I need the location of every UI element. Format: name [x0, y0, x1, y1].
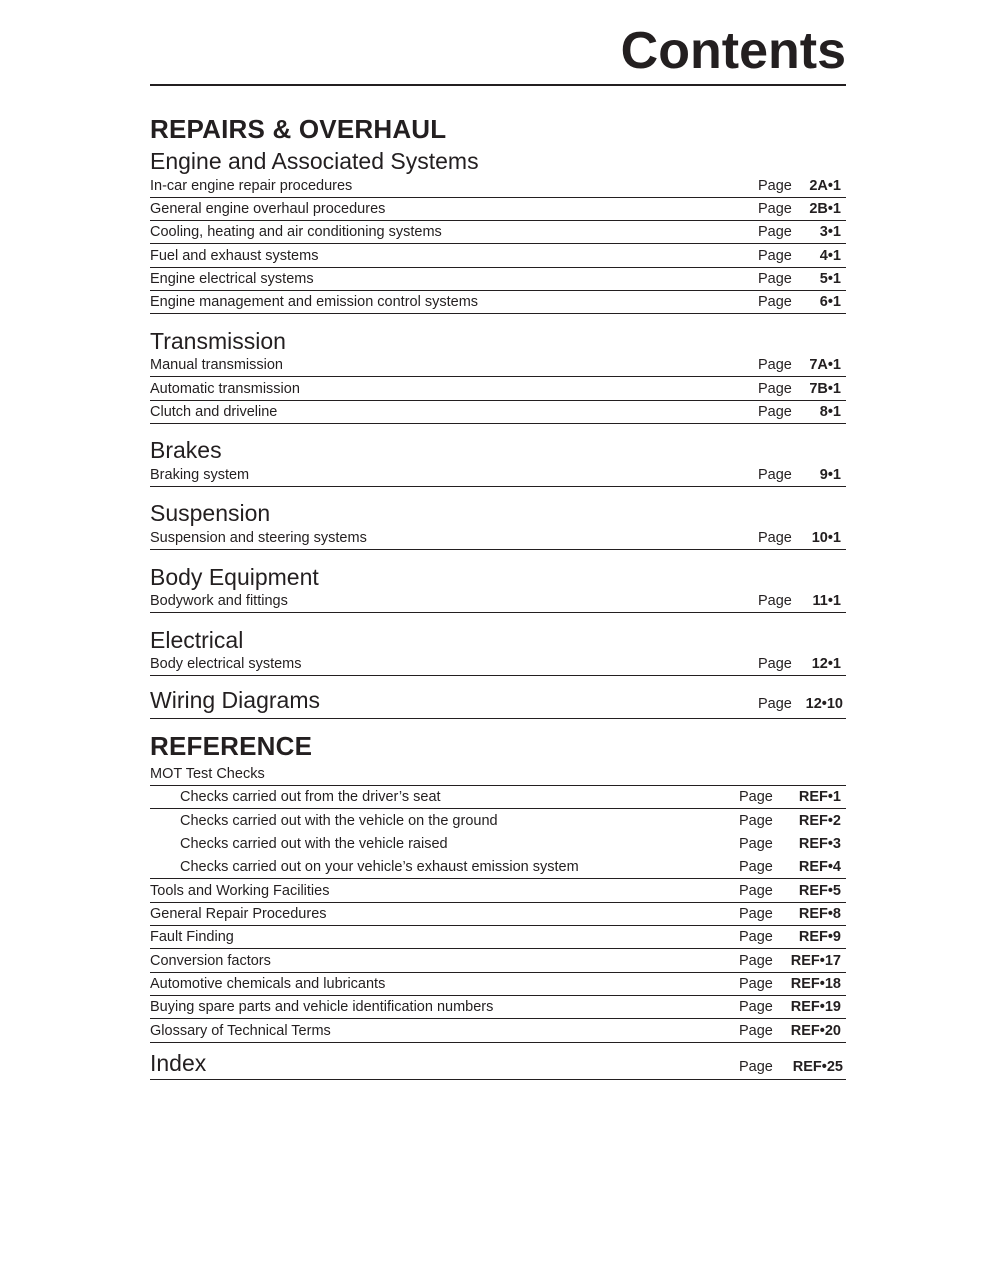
page-number: 11•1: [812, 593, 841, 609]
toc-entry[interactable]: [150, 291, 846, 314]
page-number: 3•1: [819, 224, 841, 240]
page-label: Page: [739, 929, 773, 945]
toc-entry[interactable]: [150, 653, 846, 676]
page-label: Page: [739, 1023, 773, 1039]
toc-entry[interactable]: [150, 996, 846, 1019]
page-number: 5•1: [819, 271, 841, 287]
toc-entry-text: Engine management and emission control systems: [150, 294, 479, 310]
section-title-suspension: Suspension: [150, 500, 271, 526]
page-number: REF•1: [798, 789, 841, 805]
toc-entry[interactable]: [150, 786, 846, 809]
page-label: Page: [739, 813, 773, 829]
toc-entry-text: Checks carried out with the vehicle on the ground: [180, 813, 498, 829]
page-label: Page: [758, 178, 792, 194]
page-number: 12•10: [805, 696, 843, 712]
page-number: 2B•1: [809, 201, 841, 217]
toc-entry[interactable]: [150, 973, 846, 996]
toc-entry-text: Checks carried out on your vehicle’s exhaust emission system: [180, 859, 579, 875]
toc-entry-text: Conversion factors: [150, 953, 271, 969]
page-number: 7B•1: [809, 381, 841, 397]
page-label: Page: [758, 224, 792, 240]
toc-entry-text: Fuel and exhaust systems: [150, 248, 319, 264]
page-label: Page: [758, 593, 792, 609]
toc-entry[interactable]: [150, 378, 846, 401]
page-label: Page: [758, 530, 792, 546]
toc-entry-text: Index: [150, 1050, 207, 1076]
reference-heading: REFERENCE: [150, 731, 313, 761]
toc-entry-text: Braking system: [150, 467, 250, 483]
toc-entry[interactable]: [150, 903, 846, 926]
page-label: Page: [739, 906, 773, 922]
repairs-heading: REPAIRS & OVERHAUL: [150, 114, 447, 144]
toc-entry-text: Automatic transmission: [150, 381, 300, 397]
page-label: Page: [739, 976, 773, 992]
toc-entry[interactable]: [150, 464, 846, 487]
toc-entry-text: General engine overhaul procedures: [150, 201, 386, 217]
toc-entry[interactable]: [150, 856, 846, 879]
toc-entry-index[interactable]: [150, 1049, 846, 1080]
page-number: REF•25: [792, 1059, 843, 1075]
page-label: Page: [739, 789, 773, 805]
page-number: REF•20: [790, 1023, 841, 1039]
toc-entry[interactable]: [150, 175, 846, 198]
page-label: Page: [758, 404, 792, 420]
toc-entry[interactable]: [150, 926, 846, 949]
page-number: REF•4: [798, 859, 841, 875]
toc-entry-text: Automotive chemicals and lubricants: [150, 976, 386, 992]
toc-entry-text: Bodywork and fittings: [150, 593, 288, 609]
toc-entry[interactable]: [150, 833, 846, 856]
mot-test-checks-title: MOT Test Checks: [150, 763, 846, 786]
toc-entry[interactable]: [150, 245, 846, 268]
page-number: 6•1: [819, 294, 841, 310]
toc-entry-text: Clutch and driveline: [150, 404, 278, 420]
toc-entry-text: Wiring Diagrams: [150, 687, 320, 713]
toc-entry-text: Cooling, heating and air conditioning systems: [150, 224, 442, 240]
page-label: Page: [758, 271, 792, 287]
page-number: 10•1: [811, 530, 841, 546]
toc-entry[interactable]: [150, 810, 846, 833]
page-number: REF•8: [798, 906, 841, 922]
toc-entry-wiring-diagrams[interactable]: [150, 686, 846, 719]
page-label: Page: [758, 656, 792, 672]
page-label: Page: [758, 357, 792, 373]
page-number: 4•1: [819, 248, 841, 264]
page-label: Page: [739, 859, 773, 875]
section-title-electrical: Electrical: [150, 627, 244, 653]
page-label: Page: [739, 953, 773, 969]
page-number: REF•9: [798, 929, 841, 945]
section-title-body-equipment: Body Equipment: [150, 564, 319, 590]
page-number: 7A•1: [809, 357, 841, 373]
toc-entry-text: Tools and Working Facilities: [150, 883, 330, 899]
toc-entry[interactable]: [150, 198, 846, 221]
page-label: Page: [739, 999, 773, 1015]
toc-entry[interactable]: [150, 401, 846, 424]
toc-entry-text: Fault Finding: [150, 929, 234, 945]
page-number: 9•1: [819, 467, 841, 483]
toc-entry[interactable]: [150, 221, 846, 244]
page-number: 8•1: [819, 404, 841, 420]
page-number: REF•19: [790, 999, 841, 1015]
toc-entry-text: General Repair Procedures: [150, 906, 327, 922]
page-number: 2A•1: [809, 178, 841, 194]
toc-entry[interactable]: [150, 527, 846, 550]
page-label: Page: [758, 696, 792, 712]
page-number: REF•3: [798, 836, 841, 852]
page-title: Contents: [150, 18, 846, 86]
page-label: Page: [758, 201, 792, 217]
toc-entry-text: Engine electrical systems: [150, 271, 314, 287]
toc-entry-text: Suspension and steering systems: [150, 530, 367, 546]
toc-entry[interactable]: [150, 950, 846, 973]
page-number: REF•2: [798, 813, 841, 829]
section-title-brakes: Brakes: [150, 437, 222, 463]
page-label: Page: [758, 248, 792, 264]
page-label: Page: [739, 883, 773, 899]
toc-entry[interactable]: [150, 1020, 846, 1043]
toc-entry-text: In-car engine repair procedures: [150, 178, 353, 194]
toc-entry-text: Buying spare parts and vehicle identification numbers: [150, 999, 494, 1015]
page-label: Page: [758, 294, 792, 310]
toc-entry[interactable]: [150, 590, 846, 613]
toc-entry-text: Manual transmission: [150, 357, 283, 373]
section-title-engine: Engine and Associated Systems: [150, 148, 479, 174]
toc-entry-text: Checks carried out from the driver’s seat: [180, 789, 441, 805]
page-number: REF•18: [790, 976, 841, 992]
toc-entry-text: Body electrical systems: [150, 656, 302, 672]
page-label: Page: [739, 836, 773, 852]
page-label: Page: [739, 1059, 773, 1075]
page-label: Page: [758, 467, 792, 483]
toc-entry[interactable]: [150, 880, 846, 903]
toc-entry[interactable]: [150, 354, 846, 377]
page-number: REF•17: [790, 953, 841, 969]
section-title-transmission: Transmission: [150, 328, 286, 354]
page-number: 12•1: [811, 656, 841, 672]
toc-entry-text: Checks carried out with the vehicle raised: [180, 836, 448, 852]
page-label: Page: [758, 381, 792, 397]
toc-entry[interactable]: [150, 268, 846, 291]
page-number: REF•5: [798, 883, 841, 899]
toc-entry-text: Glossary of Technical Terms: [150, 1023, 331, 1039]
